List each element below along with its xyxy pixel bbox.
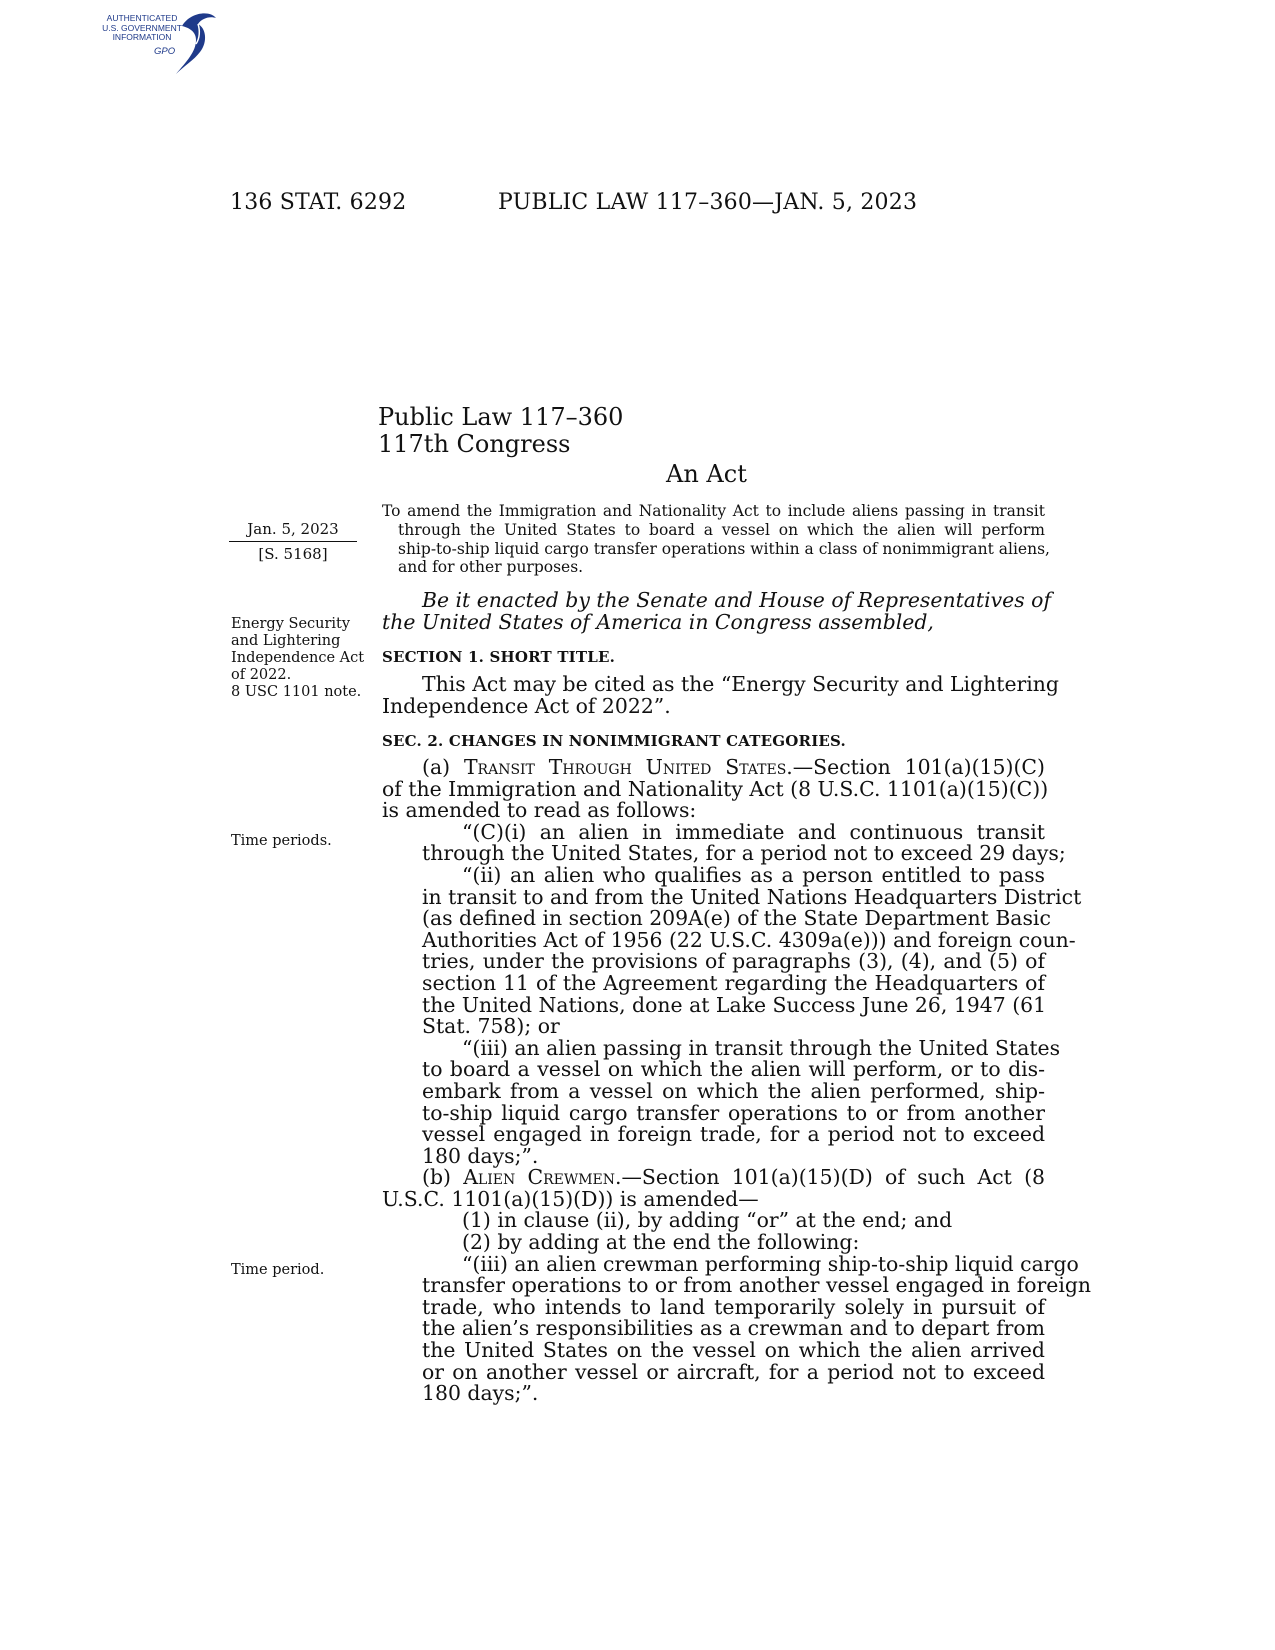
margin-usc-note: 8 USC 1101 note. xyxy=(231,684,362,700)
purpose-line: and for other purposes. xyxy=(398,558,584,577)
clause-c-iii-line: 180 days;”. xyxy=(422,1143,539,1168)
paragraph-b2: (2) by adding at the end the following: xyxy=(462,1230,860,1255)
seal-line: INFORMATION xyxy=(112,32,172,42)
enactment-date: Jan. 5, 2023 xyxy=(247,520,339,538)
subsection-b-caption: Alien Crewmen xyxy=(463,1165,616,1190)
congress-number: 117th Congress xyxy=(378,430,571,458)
text-line: U.S.C. 1101(a)(15)(D)) is amended— xyxy=(382,1186,759,1211)
margin-note-time-periods: Time periods. xyxy=(231,833,332,849)
running-header-title: PUBLIC LAW 117–360—JAN. 5, 2023 xyxy=(498,190,918,215)
clause-c-i-line: through the United States, for a period not to exceed 29 days; xyxy=(422,841,1066,866)
clause-d-iii-line: 180 days;”. xyxy=(422,1381,539,1406)
subsection-b-first-line xyxy=(382,1167,1045,1189)
enacting-line: Be it enacted by the Senate and House of Representatives of xyxy=(422,588,1052,612)
act-heading: An Act xyxy=(666,460,747,488)
text-line: of the Immigration and Nationality Act (8 U.S.C. 1101(a)(15)(C)) xyxy=(382,776,1049,801)
subsection-a-first-line xyxy=(382,757,1045,779)
clause-c-iii-line: embark from a vessel on which the alien performed, ship- xyxy=(422,1078,1045,1103)
section-1-heading: SECTION 1. SHORT TITLE. xyxy=(382,648,616,666)
subsection-label: (b) xyxy=(422,1165,464,1190)
seal-line: AUTHENTICATED xyxy=(106,13,178,23)
text-line: This Act may be cited as the “Energy Security and Lightering xyxy=(422,672,1059,696)
margin-note-time-period: Time period. xyxy=(231,1262,325,1278)
subsection-a-text: .—Section 101(a)(15)(C) xyxy=(786,755,1045,779)
text-line: is amended to read as follows: xyxy=(382,798,697,823)
margin-line: of 2022. xyxy=(231,667,292,683)
clause-c-ii-line: section 11 of the Agreement regarding the Headquarters of xyxy=(422,970,1045,995)
clause-c-ii-line: Stat. 758); or xyxy=(422,1014,560,1039)
text-line: Independence Act of 2022”. xyxy=(382,693,671,718)
bill-number: [S. 5168] xyxy=(258,545,328,563)
seal-line: U.S. GOVERNMENT xyxy=(102,22,182,33)
enacting-line: the United States of America in Congress assembled, xyxy=(382,609,934,634)
section-2-text xyxy=(382,755,1092,1406)
margin-line: Independence Act xyxy=(231,650,365,666)
section-1-text xyxy=(382,672,1059,718)
clause-c-iii-line: to board a vessel on which the alien will perform, or to dis- xyxy=(422,1057,1045,1082)
clause-c-ii-line: Authorities Act of 1956 (22 U.S.C. 4309a(e))) and foreign coun- xyxy=(422,927,1076,952)
subsection-label: (a) xyxy=(422,755,464,779)
clause-c-iii-line: to-ship liquid cargo transfer operations to or from another xyxy=(422,1100,1045,1125)
clause-d-iii-line: or on another vessel or aircraft, for a period not to exceed xyxy=(422,1359,1045,1384)
clause-d-iii-line: the United States on the vessel on which the alien arrived xyxy=(422,1338,1045,1363)
purpose-line: ship-to-ship liquid cargo transfer operations within a class of nonimmigrant aliens, xyxy=(398,539,1050,558)
clause-c-ii-line: the United Nations, done at Lake Success June 26, 1947 (61 xyxy=(422,992,1047,1017)
gpo-authentication-seal xyxy=(92,8,232,78)
subsection-b-text: .—Section 101(a)(15)(D) of such Act (8 xyxy=(615,1165,1046,1190)
law-title-block xyxy=(378,404,623,458)
clause-d-iii-line: the alien’s responsibilities as a crewman and to depart from xyxy=(422,1316,1045,1341)
clause-d-iii-line: “(iii) an alien crewman performing ship-to-ship liquid cargo xyxy=(462,1251,1079,1276)
purpose-line: To amend the Immigration and Nationality Act to include aliens passing in transit xyxy=(382,502,1045,520)
clause-c-ii-line: (as defined in section 209A(e) of the State Department Basic xyxy=(422,906,1051,931)
clause-c-i-line: “(C)(i) an alien in immediate and continuous transit xyxy=(462,819,1045,844)
paragraph-b1: (1) in clause (ii), by adding “or” at the end; and xyxy=(462,1208,953,1233)
clause-d-iii-line: trade, who intends to land temporarily solely in pursuit of xyxy=(422,1294,1045,1319)
seal-gpo-mark: GPO xyxy=(154,46,176,57)
public-law-number: Public Law 117–360 xyxy=(378,403,624,431)
margin-line: and Lightering xyxy=(231,633,341,649)
gpo-eagle-icon xyxy=(170,8,222,78)
clause-c-iii-line: “(iii) an alien passing in transit through the United States xyxy=(462,1035,1061,1060)
clause-c-iii-line: vessel engaged in foreign trade, for a period not to exceed xyxy=(422,1122,1045,1147)
clause-c-ii-line: “(ii) an alien who qualifies as a person entitled to pass xyxy=(462,862,1045,887)
act-purpose xyxy=(382,502,1050,577)
purpose-line: through the United States to board a vessel on which the alien will perform xyxy=(398,520,1045,539)
section-2-heading: SEC. 2. CHANGES IN NONIMMIGRANT CATEGORIES. xyxy=(382,732,846,750)
margin-divider xyxy=(229,541,357,542)
enacting-clause xyxy=(382,588,1052,634)
clause-c-ii-line: tries, under the provisions of paragraphs (3), (4), and (5) of xyxy=(422,949,1045,974)
stat-page-number: 136 STAT. 6292 xyxy=(230,190,407,215)
clause-d-iii-line: transfer operations to or from another vessel engaged in foreign xyxy=(422,1273,1092,1298)
margin-line: Energy Security xyxy=(231,616,351,632)
margin-note-short-title xyxy=(231,616,366,701)
subsection-a-caption: Transit Through United States xyxy=(463,755,787,779)
clause-c-ii-line: in transit to and from the United Nations Headquarters District xyxy=(422,884,1082,909)
